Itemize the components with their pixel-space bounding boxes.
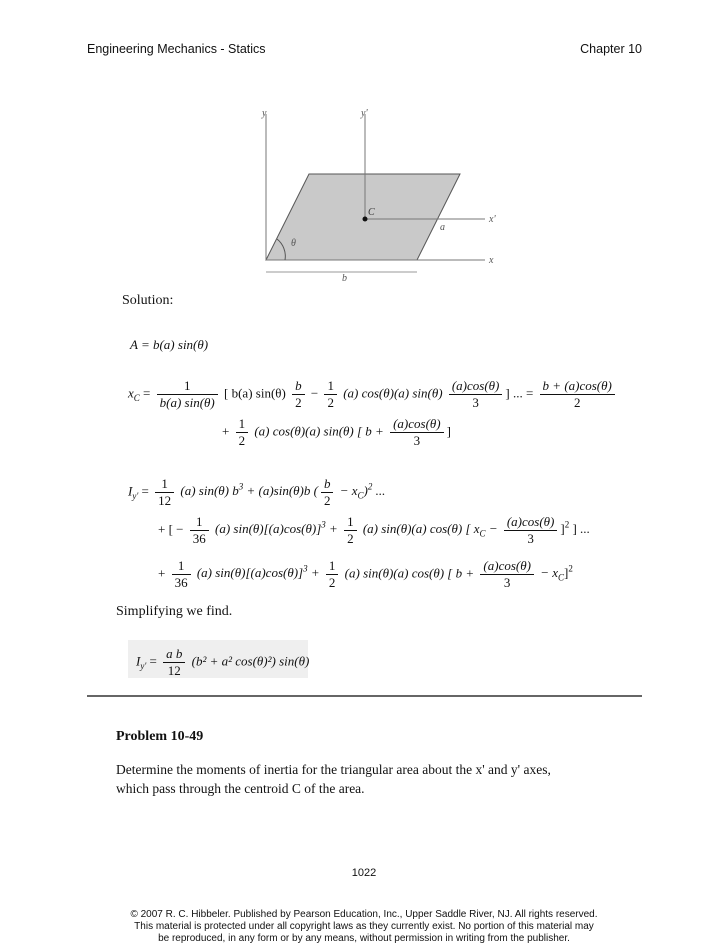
a-label: a <box>440 222 445 233</box>
x-label: x <box>489 255 494 266</box>
footer-line-2: This material is protected under all copyright laws as they currently exist. No portion of this material may <box>134 921 594 932</box>
area-equation: A = b(a) sin(θ) <box>130 337 209 352</box>
iy-lhs: I <box>128 483 133 499</box>
y-label: y <box>262 108 267 119</box>
section-divider <box>87 695 642 697</box>
result-box <box>128 640 308 678</box>
xc-equation-line2: + $\frac{1}{2}$ (a) cos(θ)(a) sin(θ) [ b + $\frac{(a)\cos(\theta)}{3}$ ] <box>222 416 451 448</box>
result-rest: (b² + a² cos(θ)²) sin(θ) <box>191 653 310 669</box>
footer-line-1: © 2007 R. C. Hibbeler. Published by Pearson Education, Inc., Upper Saddle River, NJ. All rights reserved. <box>130 909 598 920</box>
parallelogram-figure <box>257 104 507 284</box>
result-lhs: I <box>136 653 141 669</box>
solution-label: Solution: <box>122 293 174 308</box>
problem-title: Problem 10-49 <box>116 729 204 744</box>
header-title: Engineering Mechanics - Statics <box>87 42 266 56</box>
x-prime-label: x' <box>489 214 496 225</box>
iy-equation-line3: + $\frac{1}{36}$ (a) $\sin(\theta)[(a)\cos(\theta)]^3$ + $\frac{1}{2}$ (a) sin(θ)(a) cos(θ) [ b + $\frac{(a)\cos(\theta)}{3}$ − $x_C]^2$ <box>158 558 573 590</box>
result-den: 12 <box>167 663 181 678</box>
result-equation: $I_{y'}$ = $\frac{\text{a b}}{12}$ (b² + a² cos(θ)²) sin(θ) <box>136 646 310 678</box>
b-label: b <box>342 273 347 284</box>
xc-lhs: x <box>128 385 134 401</box>
y-prime-label: y' <box>361 108 368 119</box>
theta-label: θ <box>291 238 296 249</box>
footer-line-3: be reproduced, in any form or by any means, without permission in writing from the publisher. <box>158 933 570 944</box>
header-chapter: Chapter 10 <box>580 42 642 56</box>
page-number: 1022 <box>351 867 377 879</box>
centroid-point <box>363 217 368 222</box>
result-sub: y' <box>140 661 147 672</box>
problem-statement: Determine the moments of inertia for the triangular area about the x' and y' axes, which pass through the centroid C of the area. <box>116 762 551 796</box>
xc-result-den: 2 <box>573 395 581 410</box>
simplifying-text: Simplifying we find. <box>116 604 233 619</box>
xc-result: b + (a)cos(θ) <box>540 378 615 395</box>
result-num: a b <box>163 646 185 663</box>
iy-equation: $I_{y'}$ = $\frac{1}{12}$ (a) sin(θ) $b^3 + (a)\sin(\theta)b$ ( $\frac{b}{2}$ − $x_C)^2$ ... <box>128 476 386 508</box>
centroid-label: C <box>368 207 375 218</box>
xc-equation: $x_C$ = $\frac{1}{b(a) \sin(\theta)}$ [ b(a) sin(θ) $\frac{b}{2}$ − $\frac{1}{2}$ (a) cos(θ)(a) sin(θ) $\frac{(a)\cos(\theta)}{3}$ ] ... = $\frac{b + (a)\cos(\theta)}{2}$ <box>128 378 618 411</box>
xc-sub: C <box>133 393 140 404</box>
copyright-footer <box>0 909 728 945</box>
iy-sub: y' <box>132 491 139 502</box>
iy-equation-line2: + [ − $\frac{1}{36}$ (a) $\sin(\theta)[(a)\cos(\theta)]^3$ + $\frac{1}{2}$ (a) sin(θ)(a) cos(θ) [ $x_C$ − $\frac{(a)\cos(\theta)}{3}$ ]$^2$ ] ... <box>158 514 590 546</box>
